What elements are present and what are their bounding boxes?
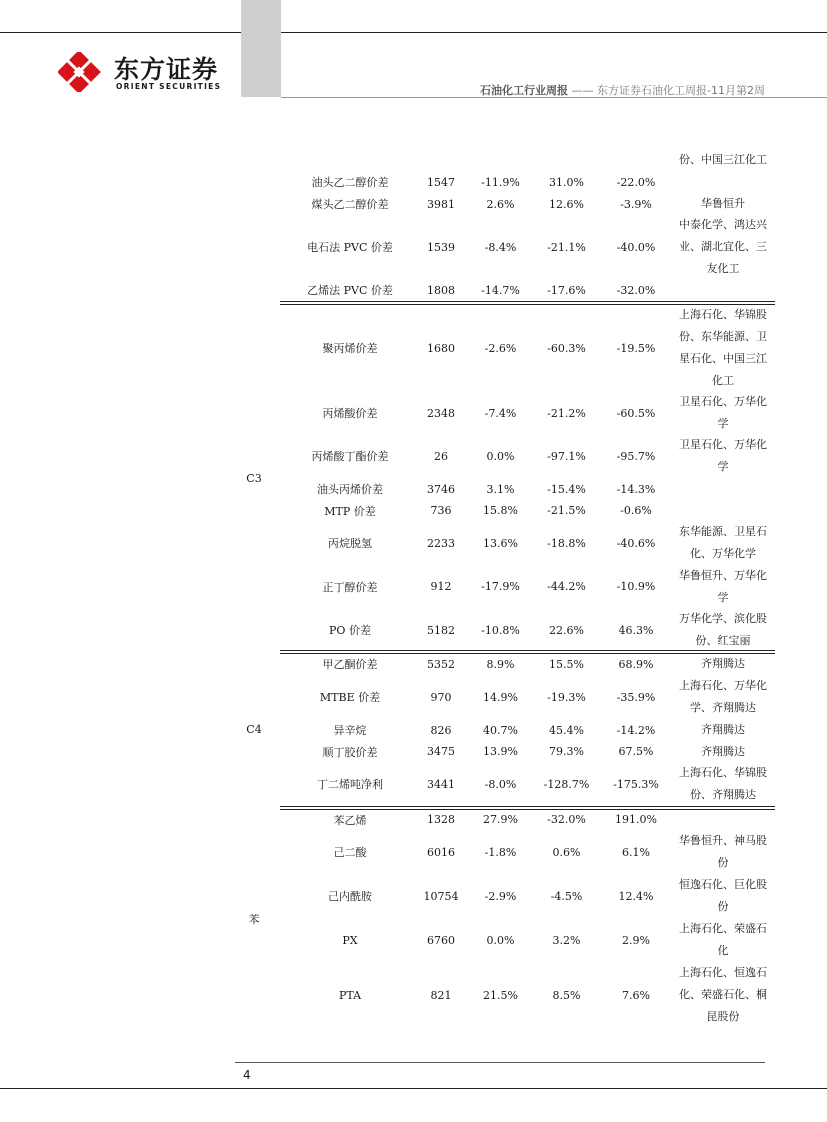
logo-english-name: ORIENT SECURITIES <box>116 82 222 91</box>
yearly-change: -40.0% <box>616 240 656 254</box>
metric-name: 乙烯法 PVC 价差 <box>307 284 393 297</box>
spread-value: 912 <box>430 580 452 593</box>
metric-name: 己内酰胺 <box>328 890 372 903</box>
report-subtitle: 东方证券石油化工周报-11月第2周 <box>597 84 765 97</box>
spread-value: 826 <box>430 723 452 737</box>
related-companies <box>678 500 768 521</box>
weekly-change: 13.9% <box>483 745 518 758</box>
yearly-change: -95.7% <box>616 449 656 463</box>
monthly-change: -60.3% <box>547 341 586 355</box>
table-row <box>235 148 775 172</box>
spread-value: 3441 <box>427 777 455 791</box>
table-row <box>235 675 775 719</box>
yearly-change: -60.5% <box>616 406 656 420</box>
related-companies: 恒逸石化、巨化股份 <box>679 878 767 913</box>
related-companies: 上海石化、华锦股份、东华能源、卫星石化、中国三江化工 <box>679 308 767 387</box>
table-row <box>235 193 775 215</box>
table-row <box>235 565 775 608</box>
weekly-change: -2.6% <box>484 341 517 355</box>
yearly-change: -40.6% <box>616 536 656 550</box>
weekly-change: 40.7% <box>483 723 518 737</box>
spread-value: 6016 <box>427 845 455 859</box>
monthly-change: 8.5% <box>552 988 581 1002</box>
metric-name: PX <box>342 933 358 947</box>
weekly-change: -7.4% <box>484 406 517 420</box>
group-separator-line <box>280 650 775 651</box>
report-header-title <box>480 82 765 98</box>
weekly-change: 27.9% <box>483 813 518 826</box>
table-row <box>235 392 775 434</box>
weekly-change: 0.0% <box>486 449 515 463</box>
logo-chinese-name: 东方证券 <box>114 55 219 84</box>
table-row <box>235 653 775 675</box>
weekly-change: -17.9% <box>481 580 520 593</box>
spread-value: 1680 <box>427 341 455 355</box>
monthly-change: -19.3% <box>547 690 586 704</box>
monthly-change: 12.6% <box>549 197 584 211</box>
monthly-change: -18.8% <box>547 536 586 550</box>
monthly-change <box>539 148 594 172</box>
related-companies: 齐翔腾达 <box>701 744 745 758</box>
related-companies: 上海石化、恒逸石化、荣盛石化、桐昆股份 <box>679 966 767 1023</box>
related-companies <box>678 171 768 193</box>
table-row <box>235 608 775 652</box>
metric-name: 油头丙烯价差 <box>317 483 383 496</box>
group-separator-line <box>280 301 775 302</box>
metric-name: 顺丁胶价差 <box>322 745 378 759</box>
weekly-change: 15.8% <box>483 504 518 517</box>
spread-value: 5352 <box>427 657 455 671</box>
table-row <box>235 279 775 301</box>
header-rule <box>281 97 827 98</box>
yearly-change: 2.9% <box>622 933 650 947</box>
monthly-change: -44.2% <box>547 580 586 593</box>
group-separator-line <box>280 304 775 305</box>
weekly-change: 3.1% <box>486 482 515 496</box>
table-row <box>235 874 775 918</box>
table-row <box>235 215 775 279</box>
spread-value: 1808 <box>427 283 455 297</box>
group-separator-line <box>280 806 775 807</box>
weekly-change: 13.6% <box>483 536 518 550</box>
group-label: 苯 <box>248 912 260 926</box>
monthly-change: 45.4% <box>549 723 584 737</box>
yearly-change: -10.9% <box>616 580 656 593</box>
monthly-change: 3.2% <box>552 933 581 947</box>
yearly-change: 46.3% <box>618 623 654 637</box>
related-companies <box>678 279 768 301</box>
metric-name: MTBE 价差 <box>319 691 381 704</box>
table-row <box>235 830 775 874</box>
metric-name: 苯乙烯 <box>333 813 367 827</box>
monthly-change: -17.6% <box>547 283 586 297</box>
group-label: C4 <box>246 723 262 736</box>
yearly-change: 191.0% <box>615 813 657 826</box>
related-companies: 华鲁恒升、神马股份 <box>679 834 767 869</box>
table-row <box>235 304 775 392</box>
weekly-change: -8.4% <box>484 240 517 254</box>
weekly-change <box>462 148 539 172</box>
related-companies <box>678 809 768 830</box>
metric-name: 丙烯酸丁酯价差 <box>311 450 389 463</box>
spread-value: 5182 <box>427 623 455 637</box>
weekly-change: -8.0% <box>484 777 517 791</box>
metric-name: PTA <box>338 988 362 1002</box>
related-companies: 万华化学、滨化股份、红宝丽 <box>679 612 767 647</box>
table-row <box>235 500 775 521</box>
related-companies: 东华能源、卫星石化、万华化学 <box>679 525 767 560</box>
metric-name: 丁二烯吨净利 <box>317 778 383 791</box>
related-companies: 上海石化、荣盛石化 <box>679 922 767 957</box>
spread-value <box>420 148 462 172</box>
metric-name: 己二酸 <box>333 846 367 859</box>
monthly-change: 31.0% <box>549 175 584 189</box>
related-companies <box>678 478 768 500</box>
metric-name: 丙烷脱氢 <box>328 537 372 550</box>
group-label: C3 <box>246 471 262 485</box>
spread-value: 2348 <box>427 406 455 420</box>
metric-name: PO 价差 <box>329 624 371 637</box>
monthly-change: -128.7% <box>543 777 590 791</box>
related-companies: 份、中国三江化工 <box>679 153 767 166</box>
related-companies: 上海石化、华锦股份、齐翔腾达 <box>679 766 767 801</box>
orient-securities-logo-icon <box>58 52 104 92</box>
metric-name: 甲乙酮价差 <box>322 658 378 671</box>
table-row <box>235 809 775 830</box>
related-companies: 卫星石化、万华化学 <box>679 395 767 430</box>
monthly-change: -4.5% <box>550 889 583 903</box>
yearly-change: -3.9% <box>620 197 652 211</box>
table-row <box>235 762 775 806</box>
monthly-change: -21.1% <box>547 240 586 254</box>
spread-value: 1547 <box>427 175 455 189</box>
related-companies: 齐翔腾达 <box>701 723 745 736</box>
footer-rule <box>235 1062 765 1063</box>
yearly-change: -0.6% <box>620 504 652 517</box>
spread-value: 821 <box>430 988 452 1002</box>
weekly-change: -2.9% <box>484 889 517 903</box>
yearly-change <box>594 148 678 172</box>
group-separator-line <box>280 809 775 810</box>
weekly-change: -11.9% <box>481 175 520 189</box>
monthly-change: -32.0% <box>547 813 586 826</box>
yearly-change: -19.5% <box>616 341 656 355</box>
weekly-change: 2.6% <box>486 197 515 211</box>
table-row <box>235 434 775 478</box>
weekly-change: -14.7% <box>481 283 520 297</box>
group-separator-line <box>280 653 775 654</box>
yearly-change: 68.9% <box>618 657 654 671</box>
yearly-change: 6.1% <box>622 845 650 859</box>
related-companies: 华鲁恒升 <box>701 197 745 210</box>
weekly-change: 8.9% <box>486 657 515 671</box>
metric-name: 电石法 PVC 价差 <box>307 241 393 254</box>
header-gray-tab <box>241 0 281 97</box>
table-row <box>235 918 775 962</box>
weekly-change: -1.8% <box>484 845 517 859</box>
spread-value: 26 <box>434 449 448 463</box>
monthly-change: -21.2% <box>547 406 586 420</box>
metric-name: 异辛烷 <box>333 724 367 737</box>
page-number: 4 <box>243 1068 251 1082</box>
yearly-change: 67.5% <box>618 745 654 758</box>
table-row <box>235 521 775 565</box>
spread-value: 3475 <box>427 745 455 758</box>
spread-value: 1328 <box>427 813 455 826</box>
yearly-change: -14.2% <box>616 723 656 737</box>
yearly-change: 12.4% <box>618 889 654 903</box>
title-dash: —— <box>571 84 594 97</box>
monthly-change: -97.1% <box>547 449 586 463</box>
spread-value: 970 <box>430 690 452 704</box>
company-logo <box>58 48 238 98</box>
metric-name: 正丁醇价差 <box>322 580 378 594</box>
weekly-change: 14.9% <box>483 690 518 704</box>
related-companies: 卫星石化、万华化学 <box>679 438 767 473</box>
table-row <box>235 171 775 193</box>
top-rule <box>0 32 827 33</box>
spread-value: 736 <box>430 504 452 517</box>
related-companies: 中泰化学、鸿达兴业、湖北宜化、三友化工 <box>679 218 767 275</box>
metric-name <box>280 148 420 172</box>
weekly-change: 0.0% <box>486 933 515 947</box>
table-row <box>235 719 775 741</box>
yearly-change: -175.3% <box>613 777 659 791</box>
monthly-change: -15.4% <box>547 482 586 496</box>
report-category: 石油化工行业周报 <box>480 84 569 97</box>
related-companies: 华鲁恒升、万华化学 <box>679 568 767 604</box>
metric-name: 油头乙二醇价差 <box>311 176 389 189</box>
related-companies: 齐翔腾达 <box>701 657 745 670</box>
yearly-change: 7.6% <box>622 988 650 1002</box>
weekly-change: 21.5% <box>483 988 518 1002</box>
metric-name: 聚丙烯价差 <box>322 342 378 355</box>
monthly-change: 0.6% <box>552 845 581 859</box>
yearly-change: -14.3% <box>616 482 656 496</box>
metric-name: 煤头乙二醇价差 <box>311 198 389 211</box>
monthly-change: 22.6% <box>549 623 584 637</box>
table-row <box>235 741 775 762</box>
monthly-change: -21.5% <box>547 504 586 517</box>
spread-value: 3746 <box>427 482 455 496</box>
bottom-rule <box>0 1088 827 1089</box>
monthly-change: 79.3% <box>549 745 584 758</box>
spread-value: 2233 <box>427 536 455 550</box>
related-companies: 上海石化、万华化学、齐翔腾达 <box>679 679 767 714</box>
yearly-change: -32.0% <box>616 283 656 297</box>
weekly-change: -10.8% <box>481 623 520 637</box>
spread-value: 10754 <box>423 889 459 903</box>
table-row <box>235 962 775 1028</box>
metric-name: 丙烯酸价差 <box>322 407 378 420</box>
yearly-change: -22.0% <box>616 175 656 189</box>
spread-value: 3981 <box>427 197 455 211</box>
spread-value: 1539 <box>427 240 455 254</box>
metric-name: MTP 价差 <box>324 504 376 518</box>
monthly-change: 15.5% <box>549 657 584 671</box>
table-row <box>235 478 775 500</box>
spread-value: 6760 <box>427 933 455 947</box>
yearly-change: -35.9% <box>616 690 656 704</box>
